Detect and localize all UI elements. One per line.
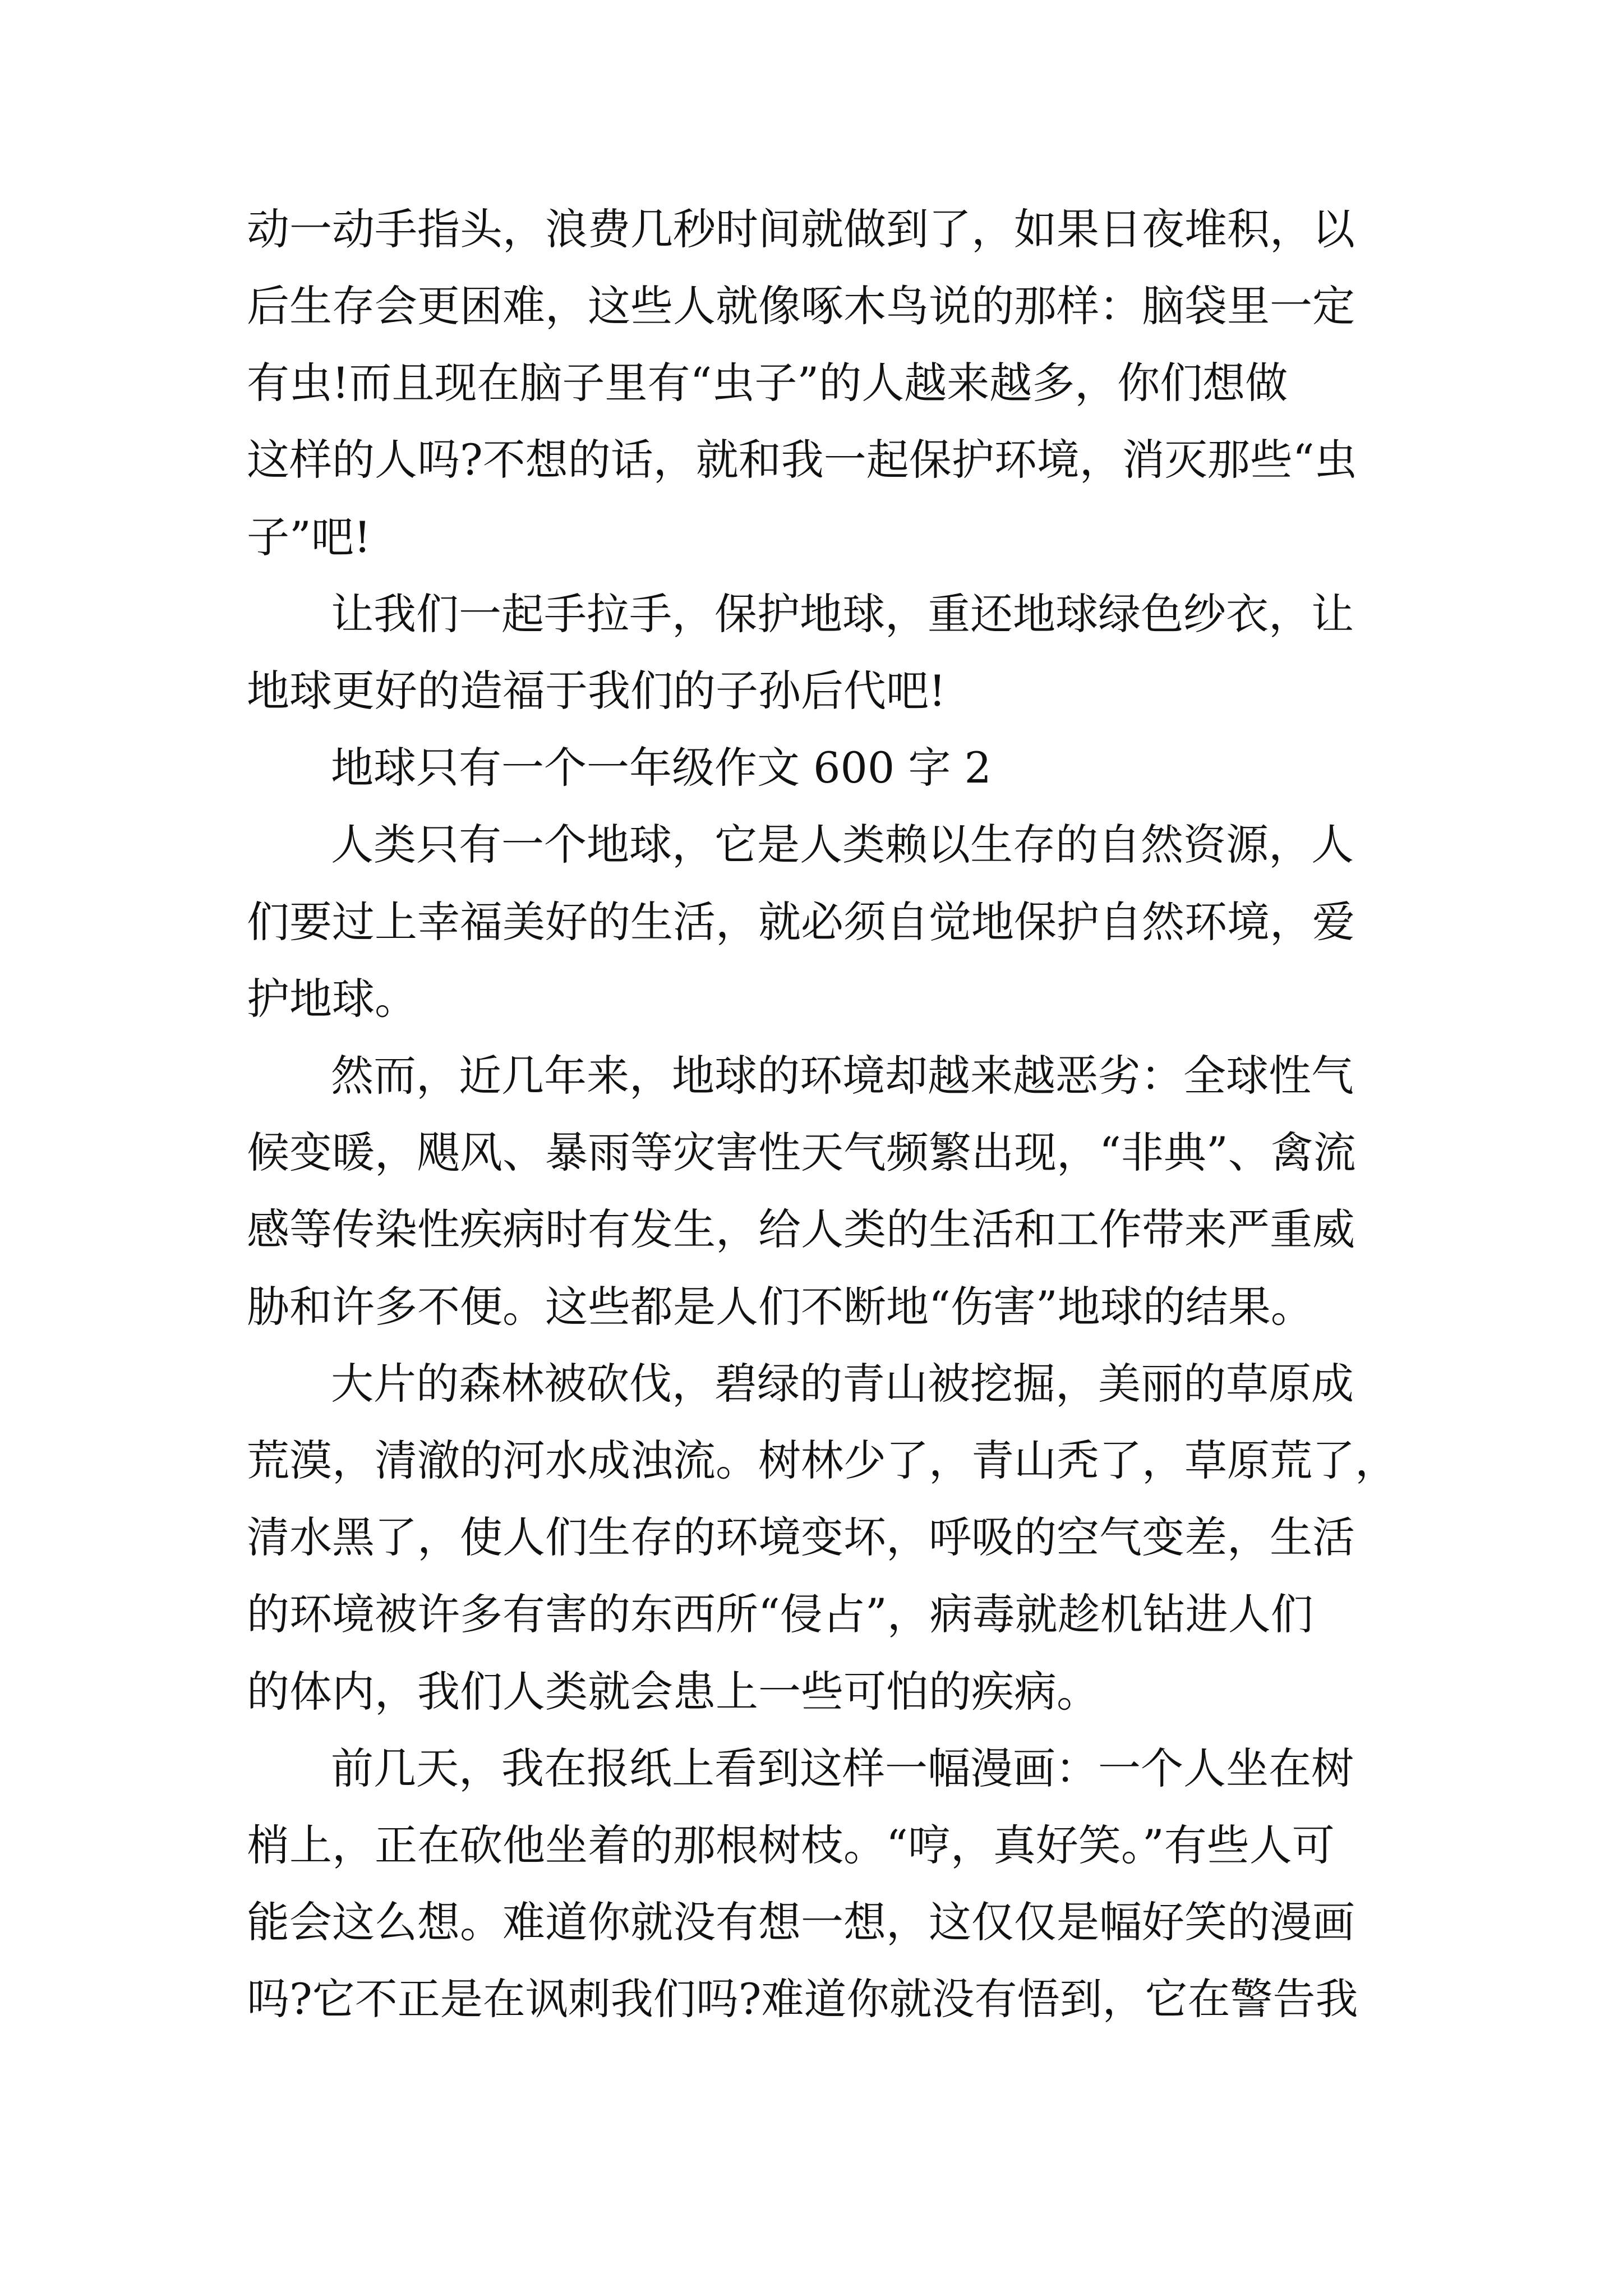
text-line: 梢上，正在砍他坐着的那根树枝。“哼，真好笑。”有些人可 — [247, 1820, 1335, 1870]
section-heading: 地球只有一个一年级作文 600 字 2 — [331, 743, 992, 793]
text-line: 前几天，我在报纸上看到这样一幅漫画：一个人坐在树 — [331, 1743, 1354, 1793]
text-line: 护地球。 — [247, 974, 417, 1024]
text-line: 胁和许多不便。这些都是人们不断地“伤害”地球的结果。 — [247, 1282, 1313, 1332]
text-line: 人类只有一个地球，它是人类赖以生存的自然资源，人 — [331, 820, 1354, 869]
text-line: 子”吧! — [247, 512, 371, 562]
text-line: 吗?它不正是在讽刺我们吗?难道你就没有悟到，它在警告我 — [247, 1974, 1358, 2024]
text-line: 感等传染性疾病时有发生，给人类的生活和工作带来严重威 — [247, 1204, 1355, 1254]
text-line: 的环境被许多有害的东西所“侵占”，病毒就趁机钻进人们 — [247, 1589, 1313, 1639]
text-line: 的体内，我们人类就会患上一些可怕的疾病。 — [247, 1667, 1099, 1717]
text-line: 让我们一起手拉手，保护地球，重还地球绿色纱衣，让 — [331, 589, 1354, 639]
text-line: 这样的人吗?不想的话，就和我一起保护环境，消灭那些“虫 — [247, 435, 1357, 485]
text-line: 候变暖，飓风、暴雨等灾害性天气频繁出现，“非典”、禽流 — [247, 1128, 1356, 1177]
text-line: 有虫!而且现在脑子里有“虫子”的人越来越多，你们想做 — [247, 358, 1288, 408]
text-line: 动一动手指头，浪费几秒时间就做到了，如果日夜堆积，以 — [247, 204, 1355, 254]
text-line: 然而，近几年来，地球的环境却越来越恶劣：全球性气 — [331, 1051, 1354, 1101]
text-line: 后生存会更困难，这些人就像啄木鸟说的那样：脑袋里一定 — [247, 281, 1355, 331]
text-line: 地球更好的造福于我们的子孙后代吧! — [247, 666, 946, 716]
text-line: 能会这么想。难道你就没有想一想，这仅仅是幅好笑的漫画 — [247, 1897, 1355, 1947]
text-line: 们要过上幸福美好的生活，就必须自觉地保护自然环境，爱 — [247, 897, 1355, 947]
text-line: 清水黑了，使人们生存的环境变坏，呼吸的空气变差，生活 — [247, 1512, 1355, 1562]
text-line: 大片的森林被砍伐，碧绿的青山被挖掘，美丽的草原成 — [331, 1359, 1354, 1409]
text-line: 荒漠，清澈的河水成浊流。树林少了，青山秃了，草原荒了， — [247, 1435, 1398, 1485]
